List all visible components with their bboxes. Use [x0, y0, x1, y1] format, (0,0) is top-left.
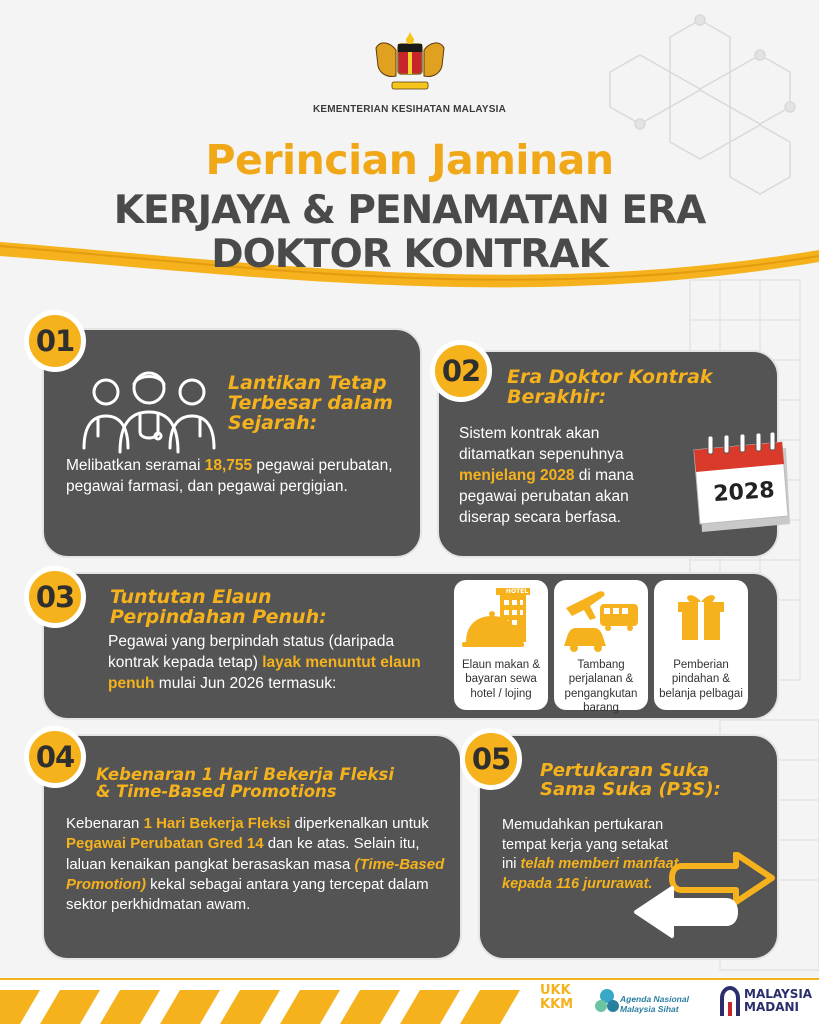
- card-04-heading: Kebenaran 1 Hari Bekerja Fleksi & Time-Based Promotions: [96, 765, 395, 802]
- footer-stripes: [0, 984, 520, 1024]
- allowance-item-transport: [554, 580, 648, 715]
- card-03-body: Pegawai yang berpindah status (daripada kontrak kepada tetap) layak menuntut elaun penuh mulai Jun 2026 termasuk:: [108, 633, 421, 692]
- government-crest-icon: [366, 30, 454, 100]
- doctors-group-icon: [74, 370, 224, 455]
- allowance-item-label: Pemberian pindahan & belanja pelbagai: [659, 659, 743, 700]
- hotel-meal-icon: [462, 586, 540, 654]
- page-title-line1: Perincian Jaminan: [205, 136, 614, 184]
- card-05-body: Memudahkan pertukaran tempat kerja yang setakat ini telah memberi manfaat kepada 116 jururawat.: [502, 817, 679, 892]
- card-02-number-badge: 02: [430, 340, 492, 402]
- calendar-year: 2028: [712, 477, 776, 508]
- card-04: [42, 734, 462, 960]
- card-01-heading: Lantikan Tetap Terbesar dalam Sejarah:: [228, 372, 393, 434]
- hotel-sign-text: HOTEL: [505, 588, 529, 595]
- malaysia-madani-logo-icon: [718, 986, 742, 1018]
- card-01-number-badge: 01: [24, 310, 86, 372]
- ministry-name: KEMENTERIAN KESIHATAN MALAYSIA: [312, 104, 507, 115]
- card-01-body: Melibatkan seramai 18,755 pegawai perubatan, pegawai farmasi, dan pegawai pergigian.: [66, 457, 393, 495]
- card-04-body: Kebenaran 1 Hari Bekerja Fleksi diperkenalkan untuk Pegawai Perubatan Gred 14 dan ke atas. Selain itu, laluan kenaikan pangkat berasaskan masa (Time-Based Promotion) kekal sebagai antara yang tercepat dalam sektor perkhidmatan awam.: [66, 815, 445, 913]
- card-03-heading: Tuntutan Elaun Perpindahan Penuh:: [110, 586, 327, 628]
- card-01: [42, 328, 422, 558]
- card-05-number-badge: 05: [460, 728, 522, 790]
- allowance-item-label: Elaun makan & bayaran sewa hotel / lojing: [462, 659, 540, 700]
- exchange-arrows-icon: [632, 852, 776, 946]
- calendar-icon: [690, 428, 794, 534]
- card-04-number-badge: 04: [24, 726, 86, 788]
- card-02-body: Sistem kontrak akan ditamatkan sepenuhnya menjelang 2028 di mana pegawai perubatan akan diserap secara berfasa.: [459, 425, 634, 526]
- allowance-item-label: Tambang perjalanan & pengangkutan barang: [564, 659, 638, 715]
- agenda-nasional-logo-icon: [594, 986, 620, 1018]
- agenda-nasional-logo: Agenda Nasional Malaysia Sihat: [620, 994, 689, 1014]
- ukk-kkm-logo: UKK KKM: [540, 983, 574, 1012]
- card-03-number-badge: 03: [24, 566, 86, 628]
- page-title-line3: DOKTOR KONTRAK: [211, 232, 608, 277]
- page-title-line2: KERJAYA & PENAMATAN ERA: [113, 188, 706, 233]
- allowance-item-meal-hotel: [454, 580, 548, 710]
- card-02-heading: Era Doktor Kontrak Berakhir:: [507, 366, 713, 408]
- card-05-heading: Pertukaran Suka Sama Suka (P3S):: [540, 760, 721, 800]
- gift-icon: [678, 588, 724, 642]
- transport-icon: [560, 584, 642, 656]
- malaysia-madani-logo: MALAYSIA MADANI: [744, 987, 813, 1014]
- allowance-item-gift: [654, 580, 748, 710]
